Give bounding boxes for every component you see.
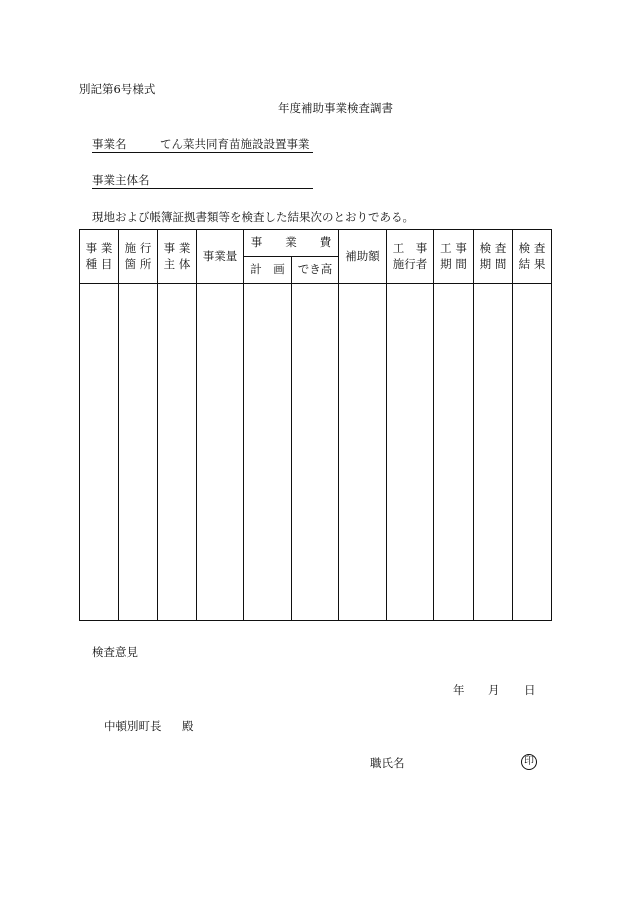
seal-mark: 印	[521, 754, 537, 770]
addressee-honorific: 殿	[182, 719, 194, 733]
date-month: 月	[488, 683, 500, 697]
cell-seko-kasho[interactable]	[119, 284, 158, 621]
signature-label: 職氏名	[370, 756, 405, 770]
project-entity-field	[92, 172, 313, 189]
intro-text: 現地および帳簿証拠書類等を検査した結果次のとおりである。	[92, 210, 414, 224]
header-kensa-kekka: 検 査 結 果	[513, 230, 552, 284]
cell-koji-kikan[interactable]	[434, 284, 474, 621]
cell-jigyo-shumoku[interactable]	[80, 284, 119, 621]
header-koji-sekosha: 工 事 施行者	[387, 230, 434, 284]
header-jigyo-shumoku: 事 業 種 目	[80, 230, 119, 284]
form-number: 別記第6号様式	[79, 82, 156, 96]
header-kensa-kikan: 検 査 期 間	[474, 230, 513, 284]
header-jigyohi: 事 業 費	[244, 230, 339, 257]
cell-jigyo-shutai[interactable]	[158, 284, 197, 621]
header-dekidaka: でき高	[292, 257, 339, 284]
date-year: 年	[453, 683, 465, 697]
inspection-table	[79, 229, 552, 621]
project-entity-label: 事業主体名	[92, 173, 150, 187]
header-jigyo-shutai: 事 業 主 体	[158, 230, 197, 284]
date-day: 日	[524, 683, 536, 697]
header-hojogaku: 補助額	[339, 230, 387, 284]
table-row	[80, 284, 552, 621]
project-name-label: 事業名	[92, 137, 127, 151]
cell-hojogaku[interactable]	[339, 284, 387, 621]
cell-koji-sekosha[interactable]	[387, 284, 434, 621]
addressee-name: 中頓別町長	[104, 719, 162, 733]
cell-dekidaka[interactable]	[292, 284, 339, 621]
project-name-field	[92, 136, 313, 153]
cell-keikaku[interactable]	[244, 284, 292, 621]
cell-jigyoryo[interactable]	[197, 284, 244, 621]
cell-kensa-kikan[interactable]	[474, 284, 513, 621]
project-name-value: てん菜共同育苗施設設置事業	[160, 137, 310, 151]
header-koji-kikan: 工 事 期 間	[434, 230, 474, 284]
document-title: 年度補助事業検査調書	[278, 101, 393, 115]
header-seko-kasho: 施 行 箇 所	[119, 230, 158, 284]
header-keikaku: 計 画	[244, 257, 292, 284]
cell-kensa-kekka[interactable]	[513, 284, 552, 621]
header-jigyoryo: 事業量	[197, 230, 244, 284]
opinion-label: 検査意見	[92, 645, 138, 659]
